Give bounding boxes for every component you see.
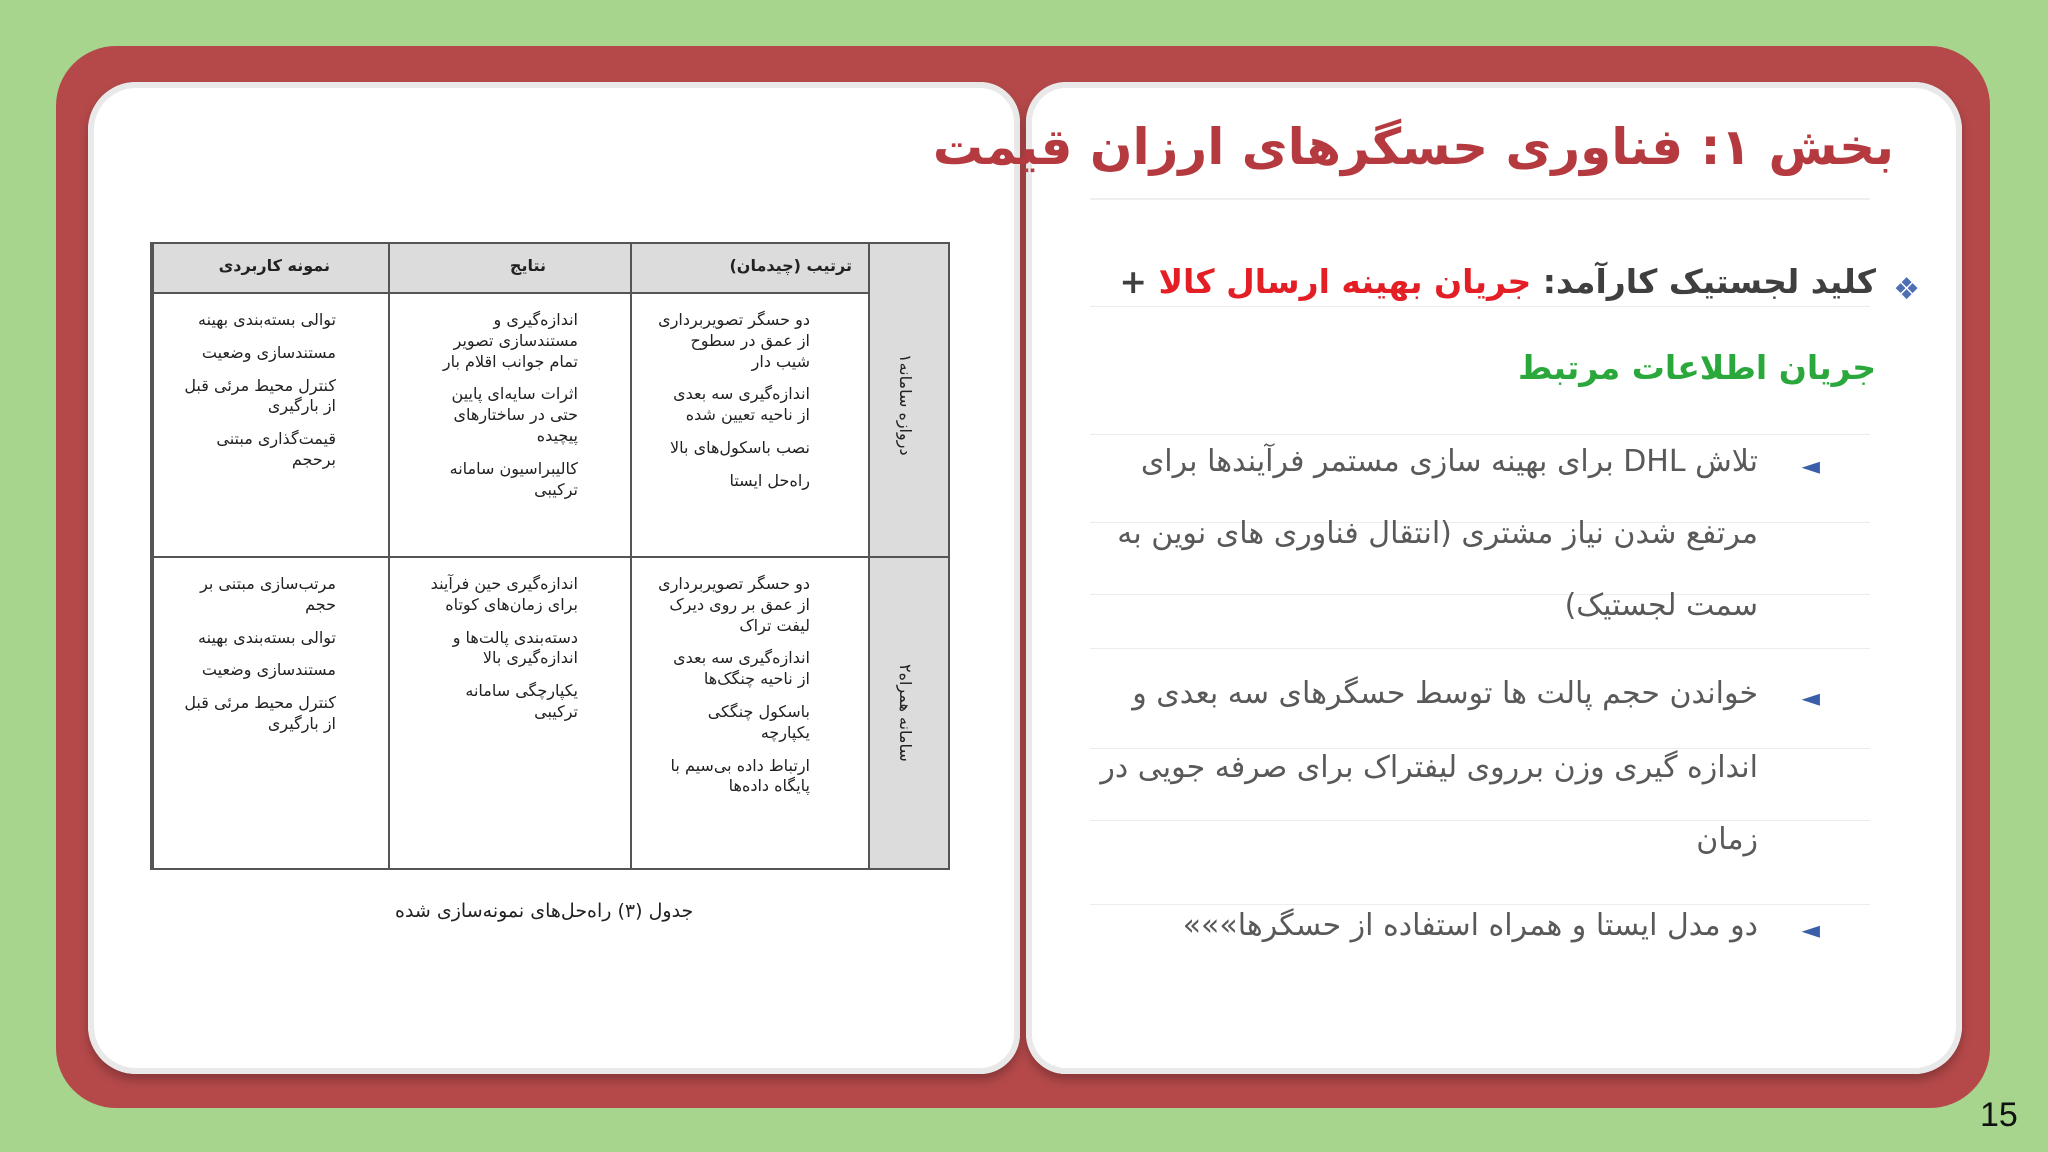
bullet-text: دو مدل ایستا و همراه استفاده از حسگرها»»» — [1182, 908, 1758, 943]
triangle-bullet-icon: ◄ — [1801, 452, 1820, 480]
page-number: 15 — [1980, 1096, 2018, 1134]
line-divider — [1090, 648, 1870, 649]
table-row-divider — [152, 556, 948, 558]
table-cell: دو حسگر تصویربرداری از عمق بر روی دیرک لیفت تراک اندازه‌گیری سه بعدی از ناحیه چنگک‌ها باسکول چنگکی یکپارچه ارتباط داده بی‌سیم با پایگاه داده‌ها — [658, 574, 810, 796]
triangle-bullet-icon: ◄ — [1801, 684, 1820, 712]
bullet-text: تلاش DHL برای بهینه سازی مستمر فرآیندها برای — [1140, 444, 1758, 479]
table-row-label: دروازه سامانه۱ — [896, 354, 915, 456]
bullet-text: سمت لجستیک) — [1564, 588, 1758, 623]
line-divider — [1090, 904, 1870, 905]
table-row-label: سامانه همراه۲ — [896, 664, 915, 762]
line-divider — [1090, 820, 1870, 821]
slide-title: بخش ۱: فناوری حسگرهای ارزان قیمت — [932, 118, 1894, 176]
table-cell: مرتب‌سازی مبتنی بر حجم توالی بسته‌بندی بهینه مستندسازی وضعیت کنترل محیط مرئی قبل از بارگیری — [184, 574, 336, 733]
table-header-results: نتایج — [509, 256, 546, 275]
bullet-text: مرتفع شدن نیاز مشتری (انتقال فناوری های نوین به — [1117, 516, 1758, 551]
table-caption: جدول (۳) راه‌حل‌های نمونه‌سازی شده — [395, 900, 694, 922]
table-header-usage: نمونه کاربردی — [218, 256, 330, 275]
line-divider — [1090, 306, 1870, 307]
bullet-text: زمان — [1696, 822, 1758, 857]
table-header-layout: ترتیب (چیدمان) — [729, 256, 852, 275]
key-statement: کلید لجستیک کارآمد: جریان بهینه ارسال کالا + — [1119, 262, 1876, 301]
key-statement-continued: جریان اطلاعات مرتبط — [1518, 348, 1876, 387]
line-divider — [1090, 434, 1870, 435]
table-cell: توالی بسته‌بندی بهینه مستندسازی وضعیت کنترل محیط مرئی قبل از بارگیری قیمت‌گذاری مبتنی برحجم — [184, 310, 336, 469]
table-cell: دو حسگر تصویربرداری از عمق در سطوح شیب دار اندازه‌گیری سه بعدی از ناحیه تعیین شده نصب باسکول‌های بالا راه‌حل ایستا — [658, 310, 810, 490]
table-cell: اندازه‌گیری و مستندسازی تصویر تمام جوانب اقلام بار اثرات سایه‌ای پایین حتی در ساختارهای پیچیده کالیبراسیون سامانه ترکیبی — [442, 310, 578, 499]
line-divider — [1090, 748, 1870, 749]
bullet-text: خواندن حجم پالت ها توسط حسگرهای سه بعدی و — [1132, 676, 1758, 711]
solutions-table — [150, 242, 950, 870]
table-cell: اندازه‌گیری حین فرآیند برای زمان‌های کوتاه دسته‌بندی پالت‌ها و اندازه‌گیری بالا یکپارچگی سامانه ترکیبی — [430, 574, 578, 721]
bullet-text: اندازه گیری وزن برروی لیفتراک برای صرفه جویی در — [1100, 750, 1758, 785]
triangle-bullet-icon: ◄ — [1801, 916, 1820, 944]
title-divider — [1090, 198, 1870, 200]
diamond-bullet-icon: ❖ — [1893, 272, 1920, 307]
